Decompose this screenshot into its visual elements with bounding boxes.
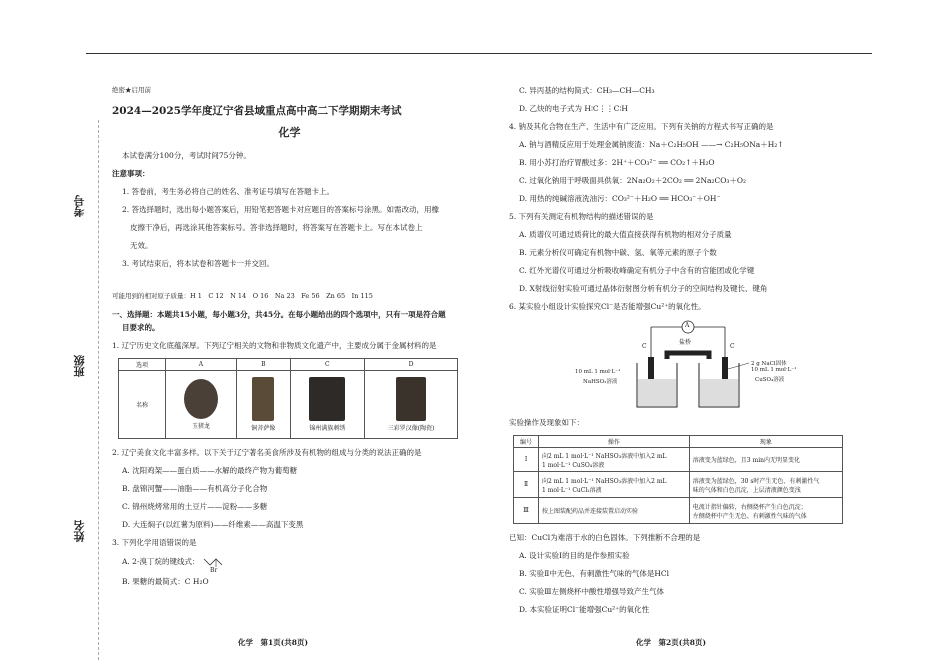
q6-ph-line: 左侧烧杯中产生无色、有刺激性气味的气体 — [692, 512, 807, 520]
q1-item-name: 锦州满族刺绣 — [309, 425, 346, 432]
question-4-stem: 4. 钠及其化合物在生产、生活中有广泛应用。下列有关钠的方程式书写正确的是 — [509, 122, 774, 131]
question-6-stem: 6. 某实验小组设计实验探究Cl⁻是否能增强Cu²⁺的氧化性。 — [509, 302, 706, 311]
q1-cell-c — [290, 371, 364, 439]
bronze-buddha-image — [252, 377, 274, 421]
q4-option: A. 钠与酒精反应用于处理金属钠废渣：Na＋C₂H₅OH ——→ C₂H₅ONa＋H₂↑ — [519, 140, 784, 149]
q4-option: C. 过氧化钠用于呼吸面具供氧：2Na₂O₂＋2CO₂ ══ 2Na₂CO₃＋O₂ — [519, 176, 747, 185]
embroidery-image — [309, 377, 345, 421]
q1-letter: A — [166, 359, 237, 371]
section-heading: 一、选择题：本题共15小题，每小题3分，共45分。在每小题给出的四个选项中，只有一项是符合题 — [112, 310, 446, 319]
right-solid-label: 2 g NaCl固体 — [751, 361, 787, 367]
exam-title: 2024—2025学年度辽宁省县域重点高中高二下学期期末考试 — [112, 105, 402, 117]
left-solution-label: 10 mL 1 mol·L⁻¹ — [575, 369, 621, 375]
q6-row-no: Ⅰ — [514, 448, 539, 472]
q3-option-a-text: A. 2-溴丁烷的键线式： — [122, 557, 200, 566]
notice-item: 皮擦干净后，再选涂其他答案标号。答非选择题时，将答案写在答题卡上。写在本试卷上 — [130, 223, 423, 232]
subject-title: 化学 — [278, 126, 301, 139]
q6-col-header: 现象 — [689, 436, 842, 448]
q2-option: A. 沈阳鸡架——蛋白质——水解的最终产物为葡萄糖 — [122, 466, 298, 475]
q6-row-op — [539, 498, 690, 524]
q1-table — [118, 358, 458, 439]
q2-option: C. 锦州烧烤常用的土豆片——淀粉——多糖 — [122, 502, 268, 511]
q1-cell-d — [365, 371, 458, 439]
exam-number-label: 考号 — [73, 195, 86, 217]
q3-option-b: B. 果糖的最简式：C H₂O — [122, 577, 209, 586]
notice-item: 1. 答卷前，考生务必将自己的姓名、准考证号填写在答题卡上。 — [122, 187, 335, 196]
right-page — [509, 85, 851, 622]
q6-ph-line: 味的气体和白色沉淀，上层清液颜色变浅 — [692, 486, 801, 494]
q6-op-line: 1 mol·L⁻¹ CuCl₂溶液 — [542, 486, 602, 494]
q3-option-c: C. 异丙基的结构简式：CH₃—CH—CH₃ — [519, 86, 655, 95]
notice-item: 3. 考试结束后，将本试卷和答题卡一并交回。 — [122, 259, 275, 268]
q6-apparatus — [509, 319, 851, 415]
q6-row-phen — [689, 498, 842, 524]
q1-item-name: 玉猪龙 — [191, 423, 210, 430]
q5-option: A. 质谱仪可通过质荷比的最大值直接获得有机物的相对分子质量 — [519, 230, 732, 239]
q5-option: C. 红外光谱仪可通过分析吸收峰确定有机分子中含有的官能团或化学键 — [519, 266, 755, 275]
q6-op-line: 按上图装配药品并连接装置启动实验 — [542, 508, 639, 515]
q6-row-op — [539, 472, 690, 498]
q6-row-phen — [689, 472, 842, 498]
right-solution-label-2: CuSO₄溶液 — [755, 377, 785, 383]
left-page-footer: 化学 第1页(共8页) — [238, 638, 309, 647]
q4-option: B. 用小苏打治疗胃酸过多：2H⁺＋CO₃²⁻ ══ CO₂↑＋H₂O — [519, 158, 715, 167]
q5-option: B. 元素分析仪可确定有机物中碳、氢、氧等元素的原子个数 — [519, 248, 717, 257]
q3-option-a — [112, 555, 467, 574]
secret-mark: 绝密★启用前 — [112, 86, 151, 94]
left-solution-label-2: NaHSO₃溶液 — [583, 379, 618, 385]
question-2-stem: 2. 辽宁美食文化丰富多样。以下关于辽宁著名美食所涉及有机物的组成与分类的说法正确的是 — [112, 448, 422, 457]
q6-op-line: 1 mol·L⁻¹ CuSO₄溶液 — [542, 461, 605, 469]
q6-row-no: Ⅲ — [514, 498, 539, 524]
right-electrode-label: C — [730, 343, 735, 350]
q6-option: D. 本实验证明Cl⁻能增强Cu²⁺的氧化性 — [519, 605, 650, 614]
right-solution-label: 10 mL 1 mol·L⁻¹ — [751, 367, 797, 373]
intro-text: 本试卷满分100分，考试时间75分钟。 — [122, 151, 251, 160]
name-label: 姓名 — [73, 520, 86, 542]
right-page-footer: 化学 第2页(共8页) — [636, 638, 707, 647]
top-rule — [86, 53, 872, 54]
arhat-statue-image — [396, 377, 426, 421]
binding-line — [98, 120, 99, 660]
electrochemical-cell-diagram — [509, 319, 851, 415]
q6-option: B. 实验Ⅱ中无色、有刺激性气味的气体是HCl — [519, 569, 670, 578]
notice-item: 2. 答选择题时，选出每小题答案后，用铅笔把答题卡对应题目的答案标号涂黑。如需改动，用橡 — [122, 205, 440, 214]
q6-ph-line: 电流计指针偏转，右侧烧杯产生白色沉淀； — [692, 503, 807, 511]
notice-item: 无效。 — [130, 241, 153, 250]
q1-item-name: 铜菩萨像 — [251, 425, 276, 432]
q1-letter: C — [290, 359, 364, 371]
ammeter-label: A — [685, 322, 690, 329]
q1-name-header: 名称 — [119, 371, 166, 439]
q2-option: B. 盘锦河蟹——油脂——有机高分子化合物 — [122, 484, 268, 493]
q5-option: D. X射线衍射实验可通过晶体衍射图分析有机分子的空间结构及键长、键角 — [519, 284, 768, 293]
left-page — [112, 85, 467, 594]
q6-ph-line: 溶液变为蓝绿色，30 s时产生无色、有刺激性气 — [692, 477, 820, 485]
q6-table — [513, 435, 843, 524]
q6-option: A. 设计实验Ⅰ的目的是作参照实验 — [519, 551, 630, 560]
bromine-label: Br — [210, 567, 218, 574]
q1-letter: D — [365, 359, 458, 371]
q6-op-line: 向2 mL 1 mol·L⁻¹ NaHSO₃溶液中加入2 mL — [542, 452, 667, 460]
q1-item-name: 三彩罗汉像(陶瓷) — [387, 425, 435, 432]
q6-option: C. 实验Ⅲ左侧烧杯中酸性增强导致产生气体 — [519, 587, 664, 596]
q6-col-header: 编号 — [514, 436, 539, 448]
class-label: 班级 — [73, 355, 86, 377]
salt-bridge-label: 盐桥 — [679, 339, 692, 346]
q6-col-header: 操作 — [539, 436, 690, 448]
q4-option: D. 用热的纯碱溶液洗油污：CO₃²⁻＋H₂O ══ HCO₃⁻＋OH⁻ — [519, 194, 721, 203]
section-heading-cont: 目要求的。 — [122, 323, 160, 332]
q1-cell-b — [236, 371, 290, 439]
q6-ops-head: 实验操作及现象如下： — [509, 418, 584, 427]
question-3-stem: 3. 下列化学用语错误的是 — [112, 538, 197, 547]
q3-option-d: D. 乙炔的电子式为 H∶C⋮⋮C∶H — [519, 104, 628, 113]
notice-head: 注意事项： — [112, 169, 150, 178]
q1-cell-a — [166, 371, 237, 439]
question-1-stem: 1. 辽宁历史文化底蕴深厚。下列辽宁相关的文物和非物质文化遗产中，主要成分属于金属材料的是 — [112, 341, 437, 350]
q1-option-header: 选项 — [119, 359, 166, 371]
atomic-masses: 可能用到的相对原子质量：H 1 C 12 N 14 O 16 Na 23 Fe 56 Zn 65 In 115 — [112, 292, 373, 300]
q2-option: D. 大连焖子(以红薯为原料)——纤维素——高温下变黑 — [122, 520, 304, 529]
q6-row-phen — [689, 448, 842, 472]
q6-row-no: Ⅱ — [514, 472, 539, 498]
q6-op-line: 向2 mL 1 mol·L⁻¹ NaHSO₃溶液中加入2 mL — [542, 477, 667, 485]
left-electrode-label: C — [642, 343, 647, 350]
question-5-stem: 5. 下列有关测定有机物结构的描述错误的是 — [509, 212, 654, 221]
q6-ph-line: 溶液变为蓝绿色，且3 min内无明显变化 — [692, 457, 800, 464]
q6-known: 已知：CuCl为难溶于水的白色固体。下列推断不合理的是 — [509, 533, 701, 542]
q1-letter: B — [236, 359, 290, 371]
jade-pig-dragon-image — [184, 379, 218, 419]
q6-row-op — [539, 448, 690, 472]
